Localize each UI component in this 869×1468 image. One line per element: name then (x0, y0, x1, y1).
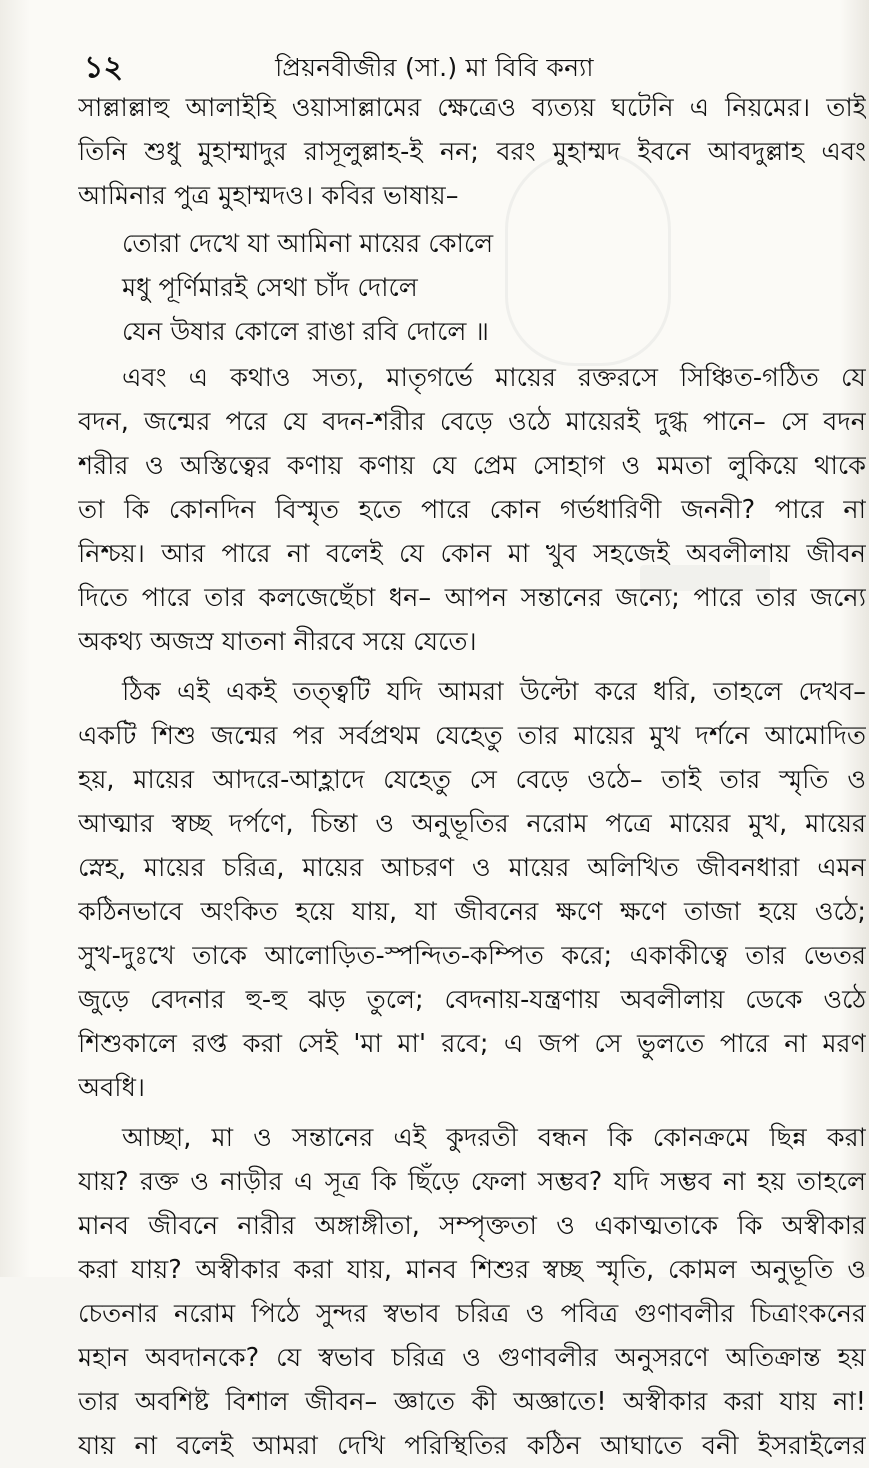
text-line: অবধি। (78, 1073, 145, 1103)
text-line: তার অবশিষ্ট বিশাল জীবন– জ্ঞাতে কী অজ্ঞাতে! অস্বীকার করা যায় না! (78, 1387, 866, 1417)
text-line: আচ্ছা, মা ও সন্তানের এই কুদরতী বন্ধন কি কোনক্রমে ছিন্ন করা (122, 1123, 866, 1153)
text-line: হয়, মায়ের আদরে-আহ্লাদে যেহেতু সে বেড়ে ওঠে– তাই তার স্মৃতি ও (78, 765, 866, 795)
text-line: মহান অবদানকে? যে স্বভাব চরিত্র ও গুণাবলীর অনুসরণে অতিক্রান্ত হয় (78, 1343, 866, 1373)
text-line: শিশুকালে রপ্ত করা সেই 'মা মা' রবে; এ জপ সে ভুলতে পারে না মরণ (78, 1029, 866, 1059)
text-line: যায় না বলেই আমরা দেখি পরিস্থিতির কঠিন আঘাতে বনী ইসরাইলের (78, 1431, 866, 1461)
text-line: তা কি কোনদিন বিস্মৃত হতে পারে কোন গর্ভধারিণী জননী? পারে না (78, 495, 866, 525)
text-line: মানব জীবনে নারীর অঙ্গাঙ্গীতা, সম্পৃক্ততা ও একাত্মতাকে কি অস্বীকার (78, 1211, 866, 1241)
text-line: ঠিক এই একই তত্ত্বটি যদি আমরা উল্টো করে ধরি, তাহলে দেখব– (122, 677, 866, 707)
page-number: ১২ (84, 50, 123, 85)
poem-line: যেন উষার কোলে রাঙা রবি দোলে ॥ (122, 317, 489, 347)
text-line: জুড়ে বেদনার হু-হু ঝড় তুলে; বেদনায়-যন্ত্রণায় অবলীলায় ডেকে ওঠে (78, 985, 866, 1015)
text-line: আত্মার স্বচ্ছ দর্পণে, চিন্তা ও অনুভূতির নরোম পত্রে মায়ের মুখ, মায়ের (78, 809, 866, 839)
text-line: চেতনার নরোম পিঠে সুন্দর স্বভাব চরিত্র ও পবিত্র গুণাবলীর চিত্রাংকনের (78, 1299, 866, 1329)
text-line: অকথ্য অজস্র যাতনা নীরবে সয়ে যেতে। (78, 627, 477, 657)
poem-line: তোরা দেখে যা আমিনা মায়ের কোলে (122, 229, 494, 259)
text-line: দিতে পারে তার কলজেছেঁচা ধন– আপন সন্তানের জন্যে; পারে তার জন্যে (78, 583, 866, 613)
page-header (0, 48, 869, 88)
text-line: সুখ-দুঃখে তাকে আলোড়িত-স্পন্দিত-কম্পিত করে; একাকীত্বে তার ভেতর (78, 941, 866, 971)
page-body (78, 86, 866, 1468)
paragraph (78, 1116, 866, 1468)
text-line: একটি শিশু জন্মের পর সর্বপ্রথম যেহেতু তার মায়ের মুখ দর্শনে আমোদিত (78, 721, 866, 751)
text-line: এবং এ কথাও সত্য, মাতৃগর্ভে মায়ের রক্তরসে সিঞ্চিত-গঠিত যে (122, 363, 866, 393)
text-line: বদন, জন্মের পরে যে বদন-শরীর বেড়ে ওঠে মায়েরই দুগ্ধ পানে– সে বদন (78, 407, 866, 437)
text-line: তিনি শুধু মুহাম্মাদুর রাসূলুল্লাহ-ই নন; বরং মুহাম্মদ ইবনে আবদুল্লাহ এবং (78, 137, 866, 167)
text-line: আমিনার পুত্র মুহাম্মদও। কবির ভাষায়– (78, 181, 459, 211)
text-line: যায়? রক্ত ও নাড়ীর এ সূত্র কি ছিঁড়ে ফেলা সম্ভব? যদি সম্ভব না হয় তাহলে (78, 1167, 866, 1197)
text-line: করা যায়? অস্বীকার করা যায়, মানব শিশুর স্বচ্ছ স্মৃতি, কোমল অনুভূতি ও (78, 1255, 866, 1285)
paragraph (78, 86, 866, 218)
text-line: শরীর ও অস্তিত্বের কণায় কণায় যে প্রেম সোহাগ ও মমতা লুকিয়ে থাকে (78, 451, 866, 481)
text-line: স্নেহ, মায়ের চরিত্র, মায়ের আচরণ ও মায়ের অলিখিত জীবনধারা এমন (78, 853, 866, 883)
text-line: সাল্লাল্লাহু আলাইহি ওয়াসাল্লামের ক্ষেত্রেও ব্যত্যয় ঘটেনি এ নিয়মের। তাই (78, 93, 866, 123)
running-title: প্রিয়নবীজীর (সা.) মা বিবি কন্যা (275, 53, 594, 82)
text-line: নিশ্চয়। আর পারে না বলেই যে কোন মা খুব সহজেই অবলীলায় জীবন (78, 539, 866, 569)
poem-line: মধু পূর্ণিমারই সেথা চাঁদ দোলে (122, 273, 418, 303)
paragraph (78, 356, 866, 664)
poem (78, 222, 866, 354)
text-line: কঠিনভাবে অংকিত হয়ে যায়, যা জীবনের ক্ষণে ক্ষণে তাজা হয়ে ওঠে; (78, 897, 866, 927)
paragraph (78, 670, 866, 1110)
